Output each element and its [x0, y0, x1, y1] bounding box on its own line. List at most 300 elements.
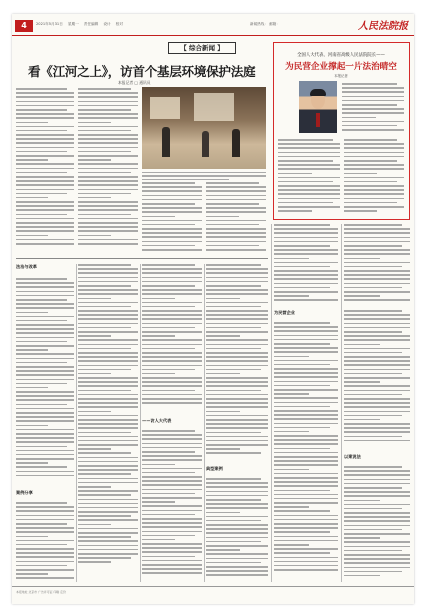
text-line	[16, 184, 74, 186]
text-line	[274, 418, 338, 420]
text-line	[78, 503, 138, 505]
text-line	[278, 210, 312, 212]
lead-body-col3	[142, 182, 202, 254]
text-line	[274, 552, 330, 554]
text-line	[78, 289, 138, 291]
text-line	[344, 327, 410, 329]
article-left-body-2	[16, 502, 74, 582]
text-line	[344, 470, 410, 472]
text-line	[16, 324, 74, 326]
text-line	[142, 224, 195, 226]
text-line	[206, 398, 268, 400]
text-line	[16, 383, 67, 385]
text-line	[206, 440, 268, 442]
text-line	[142, 377, 202, 379]
header-email: 邮箱：	[269, 22, 280, 26]
text-line	[16, 109, 67, 111]
text-line	[274, 557, 338, 559]
text-line	[274, 364, 330, 366]
text-line	[78, 486, 111, 488]
text-line	[142, 298, 175, 300]
text-line	[142, 289, 202, 291]
text-line	[142, 518, 202, 520]
text-line	[274, 385, 330, 387]
text-line	[78, 327, 131, 329]
text-line	[78, 394, 138, 396]
text-line	[16, 466, 67, 468]
text-line	[278, 185, 340, 187]
text-line	[344, 173, 377, 175]
text-line	[274, 381, 338, 383]
text-line	[344, 249, 410, 251]
text-line	[78, 281, 138, 283]
page-number: 4	[15, 20, 33, 32]
text-line	[206, 524, 268, 526]
text-line	[206, 289, 268, 291]
text-line	[278, 198, 340, 200]
text-line	[206, 482, 268, 484]
text-line	[78, 306, 131, 308]
text-line	[78, 373, 111, 375]
text-line	[16, 441, 74, 443]
text-line	[78, 268, 138, 270]
text-line	[206, 272, 268, 274]
text-line	[78, 105, 138, 107]
text-line	[342, 104, 397, 106]
text-line	[142, 522, 202, 524]
text-line	[142, 505, 202, 507]
text-line	[344, 156, 404, 158]
text-line	[344, 479, 410, 481]
text-line	[274, 506, 309, 508]
text-line	[344, 210, 377, 212]
text-line	[206, 520, 261, 522]
text-line	[342, 125, 397, 127]
text-line	[16, 548, 74, 550]
text-line	[78, 272, 138, 274]
text-line	[344, 160, 397, 162]
text-line	[16, 462, 48, 464]
text-line	[274, 393, 309, 395]
box-body-right	[342, 83, 404, 135]
text-line	[206, 199, 266, 201]
text-line	[78, 356, 138, 358]
text-line	[342, 112, 404, 114]
text-line	[274, 389, 338, 391]
text-line	[274, 224, 330, 226]
text-line	[78, 134, 138, 136]
text-line	[78, 214, 131, 216]
text-line	[344, 237, 410, 239]
section-tag: 【 综合新闻 】	[168, 42, 236, 54]
text-line	[344, 554, 410, 556]
text-line	[16, 561, 74, 563]
text-line	[16, 307, 74, 309]
text-line	[16, 88, 67, 90]
text-line	[206, 478, 261, 480]
text-line	[344, 398, 410, 400]
article-left-body	[16, 278, 74, 488]
text-line	[206, 549, 240, 551]
text-line	[16, 209, 74, 211]
text-line	[206, 203, 259, 205]
column-rule	[76, 264, 77, 582]
text-line	[274, 351, 338, 353]
text-line	[16, 299, 67, 301]
text-line	[16, 420, 74, 422]
text-line	[344, 537, 380, 539]
text-line	[274, 460, 338, 462]
text-line	[274, 397, 338, 399]
text-line	[206, 310, 268, 312]
text-line	[78, 138, 138, 140]
column-rule	[341, 224, 342, 582]
text-line	[142, 207, 202, 209]
text-line	[16, 316, 74, 318]
text-line	[344, 369, 410, 371]
text-line	[16, 429, 74, 431]
text-line	[16, 471, 74, 473]
text-line	[274, 287, 330, 289]
text-line	[142, 476, 202, 478]
text-line	[344, 504, 410, 506]
text-line	[16, 556, 74, 558]
text-line	[278, 152, 340, 154]
text-line	[344, 331, 402, 333]
text-line	[206, 532, 268, 534]
text-line	[344, 232, 410, 234]
text-line	[274, 527, 338, 529]
text-line	[274, 245, 330, 247]
text-line	[16, 134, 74, 136]
text-line	[206, 394, 268, 396]
text-line	[278, 206, 340, 208]
masthead-logo: 人民法院报	[358, 21, 408, 32]
text-line	[142, 327, 195, 329]
text-line	[142, 314, 202, 316]
text-line	[206, 264, 261, 266]
text-line	[78, 218, 138, 220]
text-line	[206, 452, 261, 454]
text-line	[16, 404, 67, 406]
text-line	[78, 201, 138, 203]
text-line	[274, 481, 338, 483]
text-line	[78, 452, 131, 454]
article-col6-body	[344, 310, 410, 450]
text-line	[274, 439, 338, 441]
portrait-photo	[299, 81, 337, 133]
text-line	[274, 477, 338, 479]
text-line	[142, 556, 195, 558]
text-line	[344, 299, 410, 301]
text-line	[142, 385, 202, 387]
text-line	[142, 220, 202, 222]
text-line	[16, 151, 67, 153]
text-line	[344, 381, 380, 383]
text-line	[16, 341, 67, 343]
text-line	[274, 569, 338, 571]
text-line	[78, 381, 138, 383]
text-line	[78, 96, 138, 98]
text-line	[78, 494, 131, 496]
text-line	[78, 344, 138, 346]
text-line	[274, 295, 309, 297]
text-line	[78, 159, 111, 161]
text-line	[344, 440, 410, 442]
text-line	[78, 423, 138, 425]
article-col4-body-2	[206, 478, 268, 582]
text-line	[16, 218, 74, 220]
text-line	[142, 356, 202, 358]
text-line	[16, 155, 74, 157]
text-line	[78, 557, 131, 559]
text-line	[142, 344, 202, 346]
text-line	[16, 353, 74, 355]
text-line	[206, 427, 268, 429]
text-line	[142, 459, 202, 461]
text-line	[78, 528, 138, 530]
text-line	[344, 270, 410, 272]
text-line	[78, 490, 138, 492]
text-line	[78, 205, 138, 207]
text-line	[206, 562, 261, 564]
text-line	[344, 253, 410, 255]
text-line	[274, 266, 330, 268]
text-line	[274, 531, 330, 533]
text-line	[344, 258, 380, 260]
text-line	[16, 214, 67, 216]
text-line	[16, 510, 74, 512]
text-line	[344, 314, 410, 316]
text-line	[206, 486, 268, 488]
text-line	[142, 438, 202, 440]
text-line	[78, 122, 111, 124]
text-line	[274, 498, 338, 500]
text-line	[16, 172, 67, 174]
text-line	[344, 266, 402, 268]
text-line	[16, 569, 74, 571]
text-line	[206, 402, 268, 404]
text-line	[274, 368, 338, 370]
text-line	[142, 339, 202, 341]
text-line	[16, 437, 74, 439]
text-line	[78, 365, 138, 367]
text-line	[142, 468, 202, 470]
text-line	[78, 339, 138, 341]
text-line	[16, 96, 74, 98]
text-line	[142, 572, 202, 574]
text-line	[206, 432, 261, 434]
text-line	[16, 536, 48, 538]
text-line	[274, 464, 338, 466]
text-line	[274, 291, 338, 293]
header-editor: 责任编辑	[83, 22, 99, 26]
text-line	[206, 390, 261, 392]
text-line	[274, 406, 330, 408]
text-line	[206, 503, 268, 505]
text-line	[278, 181, 333, 183]
text-line	[78, 419, 138, 421]
text-line	[206, 318, 268, 320]
text-line	[344, 189, 404, 191]
text-line	[78, 398, 138, 400]
text-line	[142, 293, 202, 295]
text-line	[78, 473, 131, 475]
footer-rule	[12, 586, 414, 587]
text-line	[142, 560, 202, 562]
text-line	[142, 285, 195, 287]
text-line	[16, 189, 74, 191]
text-line	[78, 444, 138, 446]
text-line	[274, 402, 338, 404]
text-line	[278, 147, 340, 149]
text-line	[142, 480, 202, 482]
text-line	[78, 189, 138, 191]
text-line	[16, 286, 74, 288]
text-line	[206, 348, 261, 350]
text-line	[16, 552, 74, 554]
subhead-1: 法治与改革	[16, 264, 37, 269]
text-line	[344, 520, 410, 522]
page-header	[12, 14, 414, 40]
article-col3-sub	[142, 418, 202, 428]
text-line	[78, 515, 131, 517]
lead-headline: 看《江河之上》，访首个基层环境保护法庭	[28, 64, 256, 79]
text-line	[278, 143, 340, 145]
text-line	[206, 381, 268, 383]
article-left-sub2	[16, 490, 74, 500]
text-line	[344, 575, 380, 577]
text-line	[206, 377, 268, 379]
text-line	[78, 222, 138, 224]
text-line	[16, 527, 74, 529]
article-col6-body-2	[344, 466, 410, 582]
text-line	[274, 237, 338, 239]
text-line	[78, 243, 138, 245]
text-line	[344, 533, 410, 535]
text-line	[78, 499, 138, 501]
text-line	[78, 465, 138, 467]
text-line	[344, 245, 402, 247]
text-line	[142, 277, 202, 279]
text-line	[274, 494, 338, 496]
text-line	[16, 163, 74, 165]
text-line	[16, 577, 74, 579]
text-line	[342, 117, 376, 119]
text-line	[16, 395, 74, 397]
text-line	[206, 423, 268, 425]
text-line	[274, 274, 338, 276]
text-line	[274, 469, 309, 471]
text-line	[274, 330, 338, 332]
text-line	[274, 376, 338, 378]
text-line	[278, 164, 340, 166]
text-line	[344, 360, 410, 362]
text-line	[16, 101, 74, 103]
text-line	[344, 198, 404, 200]
text-line	[142, 501, 175, 503]
text-line	[78, 209, 138, 211]
text-line	[16, 113, 74, 115]
text-line	[274, 561, 338, 563]
text-line	[142, 447, 202, 449]
text-line	[78, 415, 138, 417]
text-line	[274, 343, 330, 345]
right-col-body-2	[344, 224, 410, 304]
text-line	[206, 344, 268, 346]
text-line	[274, 523, 338, 525]
text-line	[16, 147, 74, 149]
page-footer: 本报地址 北京市 广告许可证 印刷 定价	[16, 590, 66, 594]
text-line	[142, 535, 195, 537]
subhead-3: 为民营企业	[274, 310, 295, 315]
text-line	[274, 356, 309, 358]
text-line	[78, 101, 138, 103]
article-col2-body	[78, 264, 138, 582]
text-line	[142, 443, 202, 445]
text-line	[274, 502, 338, 504]
article-col5-sub	[274, 310, 338, 320]
header-weekday: 星期一	[67, 22, 79, 26]
text-line	[142, 539, 175, 541]
text-line	[16, 362, 67, 364]
text-line	[344, 185, 404, 187]
text-line	[142, 489, 202, 491]
text-line	[78, 532, 138, 534]
text-line	[344, 431, 410, 433]
text-line	[142, 216, 175, 218]
text-line	[78, 427, 138, 429]
text-line	[78, 168, 138, 170]
text-line	[142, 182, 195, 184]
text-line	[344, 571, 402, 573]
text-line	[344, 356, 410, 358]
text-line	[78, 448, 111, 450]
text-line	[206, 331, 268, 333]
text-line	[344, 541, 410, 543]
text-line	[206, 373, 240, 375]
subhead-4: 案例分享	[16, 490, 33, 495]
text-line	[274, 431, 309, 433]
lead-body-col1	[16, 88, 74, 254]
text-line	[78, 348, 131, 350]
text-line	[142, 232, 202, 234]
text-line	[78, 482, 138, 484]
text-line	[206, 444, 268, 446]
text-line	[78, 369, 131, 371]
text-line	[342, 100, 404, 102]
text-line	[206, 298, 240, 300]
right-col-body	[274, 224, 338, 304]
text-line	[206, 369, 261, 371]
text-line	[78, 561, 111, 563]
text-line	[16, 193, 67, 195]
text-line	[342, 96, 404, 98]
text-line	[78, 302, 138, 304]
text-line	[206, 245, 259, 247]
text-line	[16, 374, 74, 376]
text-line	[78, 226, 138, 228]
text-line	[206, 570, 268, 572]
text-line	[142, 302, 202, 304]
text-line	[78, 519, 138, 521]
text-line	[206, 339, 268, 341]
text-line	[274, 452, 338, 454]
text-line	[16, 230, 74, 232]
article-col5-body	[274, 322, 338, 582]
header-date: 2021年5月31日	[36, 22, 63, 26]
text-line	[344, 283, 410, 285]
